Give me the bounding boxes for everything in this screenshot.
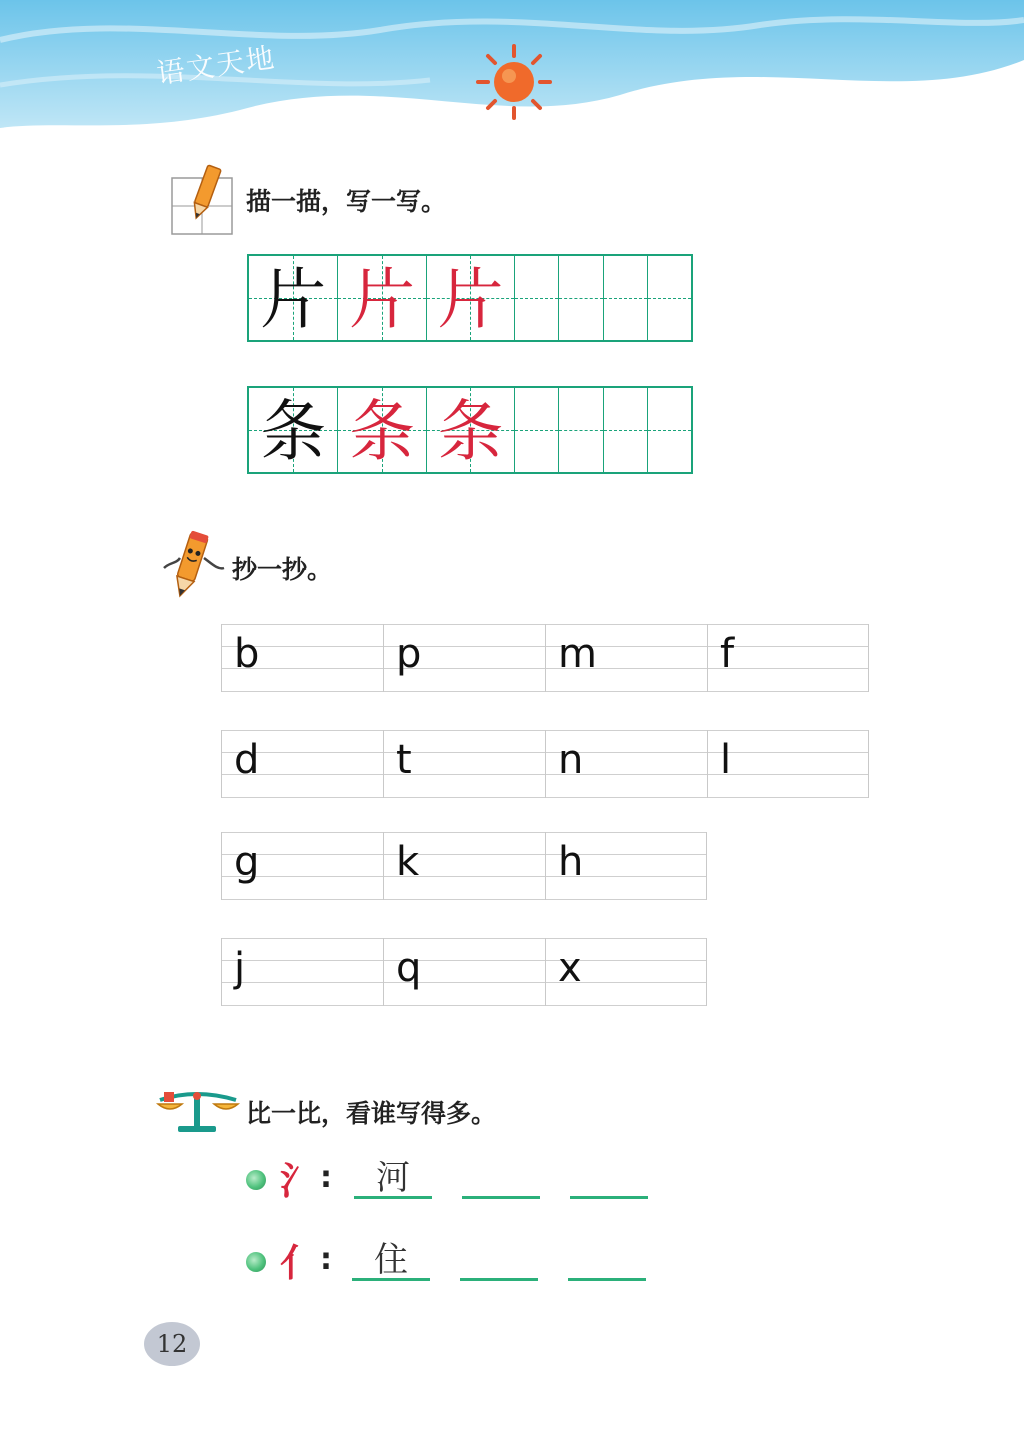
section-title-copy: 抄一抄。: [232, 555, 333, 584]
bullet-dot-icon: [246, 1252, 266, 1272]
grid-cell: [337, 388, 425, 472]
radical-water: 氵: [280, 1158, 319, 1203]
trace-character: 片: [437, 261, 504, 338]
answer-blank[interactable]: [568, 1278, 646, 1281]
bullet-dot-icon: [246, 1170, 266, 1190]
grid-cell: [426, 388, 514, 472]
pinyin-cell[interactable]: [221, 624, 383, 692]
banner-title: 语文天地: [154, 40, 278, 91]
blank-cell[interactable]: [558, 388, 602, 472]
pinyin-letter: m: [558, 631, 597, 677]
pinyin-letter: k: [396, 839, 420, 885]
blank-cell[interactable]: [647, 256, 691, 340]
pinyin-letter: j: [234, 945, 246, 991]
pinyin-cell[interactable]: [707, 730, 869, 798]
blank-cell[interactable]: [558, 256, 602, 340]
balance-scale-icon: [156, 1084, 240, 1136]
trace-character: 条: [349, 393, 416, 470]
pinyin-letter: n: [558, 737, 584, 783]
grid-cell: [426, 256, 514, 340]
trace-character: 片: [349, 261, 416, 338]
answer-blank[interactable]: [462, 1196, 540, 1199]
pinyin-cell[interactable]: [221, 938, 383, 1006]
example-character: 河: [376, 1158, 410, 1198]
answer-blank[interactable]: [354, 1196, 432, 1199]
character-grid-row: [247, 254, 693, 342]
pinyin-cell[interactable]: [383, 730, 545, 798]
grid-cell: [249, 388, 337, 472]
model-character: 片: [260, 261, 327, 338]
radical-person: 亻: [280, 1240, 319, 1285]
answer-blank[interactable]: [352, 1278, 430, 1281]
character-grid-row: [247, 386, 693, 474]
model-character: 条: [260, 393, 327, 470]
pinyin-letter: x: [558, 945, 582, 991]
pinyin-cell[interactable]: [545, 938, 707, 1006]
pinyin-grid-row: [221, 938, 707, 1006]
section-title-trace-write: 描一描，写一写。: [246, 187, 447, 216]
pinyin-letter: g: [234, 839, 260, 885]
section-title-compare: 比一比，看谁写得多。: [246, 1099, 497, 1128]
pinyin-letter: h: [558, 839, 584, 885]
sun-icon: [476, 44, 552, 120]
header-banner: [0, 0, 1024, 140]
pencil-character-icon: [158, 528, 230, 602]
pinyin-letter: l: [720, 737, 732, 783]
pinyin-cell[interactable]: [545, 624, 707, 692]
pinyin-cell[interactable]: [383, 624, 545, 692]
pinyin-grid-row: [221, 624, 869, 692]
pencil-grid-icon: [170, 164, 236, 238]
pinyin-cell[interactable]: [545, 730, 707, 798]
pinyin-letter: b: [234, 631, 260, 677]
example-character: 住: [374, 1240, 408, 1280]
blank-cell[interactable]: [514, 256, 558, 340]
pinyin-grid-row: [221, 832, 707, 900]
pinyin-cell[interactable]: [545, 832, 707, 900]
blank-cell[interactable]: [603, 388, 647, 472]
pinyin-letter: t: [396, 737, 412, 783]
pinyin-cell[interactable]: [221, 832, 383, 900]
pinyin-cell[interactable]: [383, 938, 545, 1006]
pinyin-grid-row: [221, 730, 869, 798]
pinyin-letter: f: [720, 631, 735, 677]
blank-cell[interactable]: [603, 256, 647, 340]
pinyin-letter: q: [396, 945, 422, 991]
pinyin-cell[interactable]: [221, 730, 383, 798]
blank-cell[interactable]: [514, 388, 558, 472]
trace-character: 条: [437, 393, 504, 470]
page-number: 12: [144, 1322, 200, 1366]
answer-blank[interactable]: [570, 1196, 648, 1199]
grid-cell: [249, 256, 337, 340]
pinyin-cell[interactable]: [383, 832, 545, 900]
pinyin-letter: p: [396, 631, 422, 677]
grid-cell: [337, 256, 425, 340]
pinyin-letter: d: [234, 737, 260, 783]
blank-cell[interactable]: [647, 388, 691, 472]
pinyin-cell[interactable]: [707, 624, 869, 692]
answer-blank[interactable]: [460, 1278, 538, 1281]
